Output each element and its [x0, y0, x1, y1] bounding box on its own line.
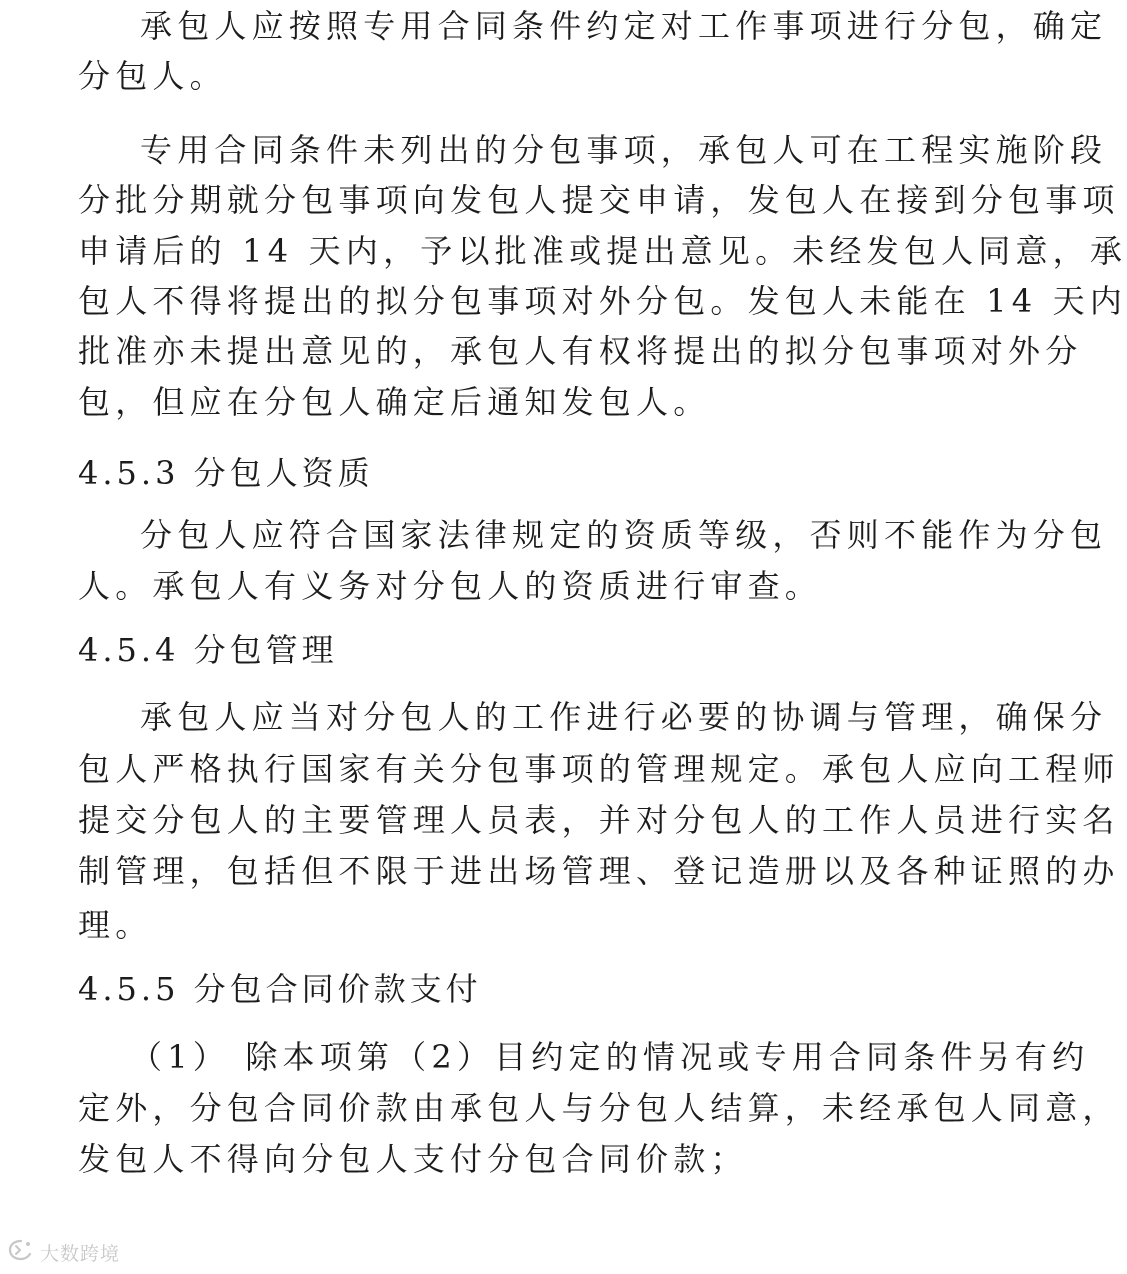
paragraph-line: 分包人。 — [78, 57, 227, 95]
paragraph-line: 分批分期就分包事项向发包人提交申请，发包人在接到分包事项 — [78, 181, 1120, 219]
paragraph-line: 人。承包人有义务对分包人的资质进行审查。 — [78, 567, 823, 605]
paragraph-line: （1） 除本项第（2）目约定的情况或专用合同条件另有约 — [130, 1038, 1090, 1076]
paragraph-line: 专用合同条件未列出的分包事项，承包人可在工程实施阶段 — [140, 131, 1108, 169]
paragraph-line: 理。 — [78, 906, 153, 944]
section-heading: 4.5.4 分包管理 — [78, 631, 338, 669]
paragraph-line: 发包人不得向分包人支付分包合同价款； — [78, 1140, 748, 1178]
section-heading: 4.5.3 分包人资质 — [78, 454, 374, 492]
brand-logo-icon — [6, 1237, 36, 1267]
paragraph-line: 批准亦未提出意见的，承包人有权将提出的拟分包事项对外分 — [78, 332, 1083, 370]
paragraph-line: 制管理，包括但不限于进出场管理、登记造册以及各种证照的办 — [78, 852, 1120, 890]
paragraph-line: 包人严格执行国家有关分包事项的管理规定。承包人应向工程师 — [78, 750, 1120, 788]
section-heading: 4.5.5 分包合同价款支付 — [78, 970, 482, 1008]
paragraph-line: 分包人应符合国家法律规定的资质等级，否则不能作为分包 — [140, 516, 1108, 554]
paragraph-line: 定外，分包合同价款由承包人与分包人结算，未经承包人同意， — [78, 1089, 1120, 1127]
paragraph-line: 提交分包人的主要管理人员表，并对分包人的工作人员进行实名 — [78, 801, 1120, 839]
paragraph-line: 包人不得将提出的拟分包事项对外分包。发包人未能在 14 天内 — [78, 282, 1127, 320]
paragraph-line: 包，但应在分包人确定后通知发包人。 — [78, 383, 711, 421]
paragraph-line: 申请后的 14 天内，予以批准或提出意见。未经发包人同意，承 — [78, 232, 1127, 270]
paragraph-line: 承包人应当对分包人的工作进行必要的协调与管理，确保分 — [140, 698, 1108, 736]
watermark — [6, 1236, 120, 1268]
watermark-text: 大数跨境 — [40, 1242, 121, 1265]
paragraph-line: 承包人应按照专用合同条件约定对工作事项进行分包，确定 — [140, 7, 1108, 45]
